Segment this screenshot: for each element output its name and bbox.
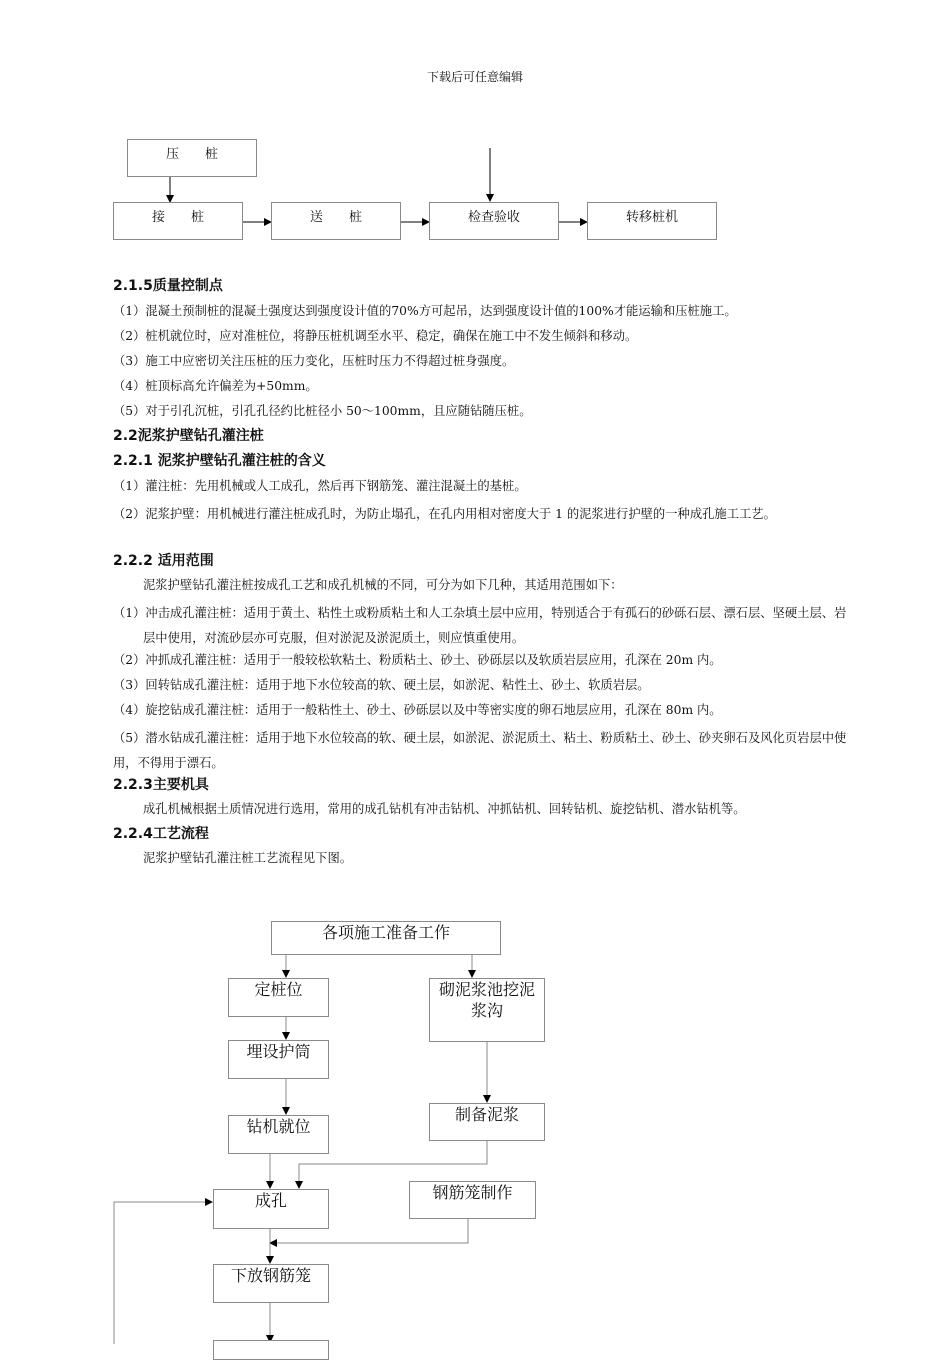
paragraph: （3）回转钻成孔灌注桩：适用于地下水位较高的软、硬土层，如淤泥、粘性土、砂土、软质岩层。: [113, 678, 650, 692]
paragraph: （1）冲击成孔灌注桩：适用于黄土、粘性土或粉质粘土和人工杂填土层中应用，特别适合于有孤石的砂砾石层、漂石层、坚硬土层、岩层中使用，对流砂层亦可克服，但对淤泥及淤泥质土，则应慎重使用。: [113, 606, 847, 645]
header-note: 下载后可任意编辑: [426, 70, 523, 84]
flow-box-inspect: 检查验收: [429, 202, 559, 240]
paragraph: （5）潜水钻成孔灌注桩：适用于地下水位较高的软、硬土层，如淤泥、淤泥质土、粘土、粉质粘土、砂土、砂夹卵石及风化页岩层中使用，不得用于漂石。: [113, 731, 847, 770]
flow-box-send: 送 桩: [271, 202, 401, 240]
flow-box-slurry: 制备泥浆: [429, 1103, 545, 1141]
flow-box-cage-lower: 下放钢筋笼: [213, 1264, 329, 1303]
flow-box-move: 转移桩机: [587, 202, 717, 240]
heading-2-2-1: 2.2.1 泥浆护壁钻孔灌注桩的含义: [113, 453, 326, 469]
heading-2-2-4: 2.2.4工艺流程: [113, 826, 209, 842]
flow-box-locate: 定桩位: [228, 978, 329, 1017]
paragraph: 泥浆护壁钻孔灌注桩按成孔工艺和成孔机械的不同，可分为如下几种，其适用范围如下：: [143, 578, 623, 592]
flow-box-press: 压 桩: [127, 139, 257, 177]
heading-2-1-5: 2.1.5质量控制点: [113, 278, 223, 294]
flow-box-splice: 接 桩: [113, 202, 243, 240]
flow-box-rig: 钻机就位: [228, 1115, 329, 1154]
heading-2-2-2: 2.2.2 适用范围: [113, 553, 214, 569]
heading-2-2-3: 2.2.3主要机具: [113, 777, 209, 793]
paragraph: （4）旋挖钻成孔灌注桩：适用于一般粘性土、砂土、砂砾层以及中等密实度的卵石地层应用，孔深在 80m 内。: [113, 703, 722, 717]
paragraph: （1）混凝土预制桩的混凝土强度达到强度设计值的70%方可起吊，达到强度设计值的100%才能运输和压桩施工。: [113, 304, 737, 318]
paragraph: （2）桩机就位时，应对准桩位，将静压桩机调至水平、稳定，确保在施工中不发生倾斜和移动。: [113, 329, 638, 343]
flow-box-cage-make: 钢筋笼制作: [409, 1181, 536, 1219]
flow-box-pit: 砌泥浆池挖泥浆沟: [429, 978, 545, 1042]
flow-box-prep: 各项施工准备工作: [271, 921, 501, 955]
paragraph: （2）冲抓成孔灌注桩：适用于一般较松软粘土、粉质粘土、砂土、砂砾层以及软质岩层应用，孔深在 20m 内。: [113, 653, 722, 667]
paragraph: 泥浆护壁钻孔灌注桩工艺流程见下图。: [143, 851, 353, 865]
paragraph: （1）灌注桩：先用机械或人工成孔，然后再下钢筋笼、灌注混凝土的基桩。: [113, 479, 527, 493]
paragraph: （4）桩顶标高允许偏差为+50mm。: [113, 379, 318, 393]
paragraph: （3）施工中应密切关注压桩的压力变化，压桩时压力不得超过桩身强度。: [113, 354, 515, 368]
paragraph: 成孔机械根据土质情况进行选用，常用的成孔钻机有冲击钻机、冲抓钻机、回转钻机、旋挖钻机、潜水钻机等。: [143, 802, 746, 816]
flow-box-casing: 埋设护筒: [228, 1040, 329, 1079]
flow-box-hole: 成孔: [213, 1189, 329, 1229]
paragraph: （2）泥浆护壁：用机械进行灌注桩成孔时，为防止塌孔，在孔内用相对密度大于 1 的泥浆进行护壁的一种成孔施工工艺。: [113, 507, 776, 521]
paragraph: （5）对于引孔沉桩，引孔孔径约比桩径小 50～100mm，且应随钻随压桩。: [113, 404, 532, 418]
flow-box-partial: [213, 1340, 329, 1360]
heading-2-2: 2.2泥浆护壁钻孔灌注桩: [113, 428, 264, 444]
